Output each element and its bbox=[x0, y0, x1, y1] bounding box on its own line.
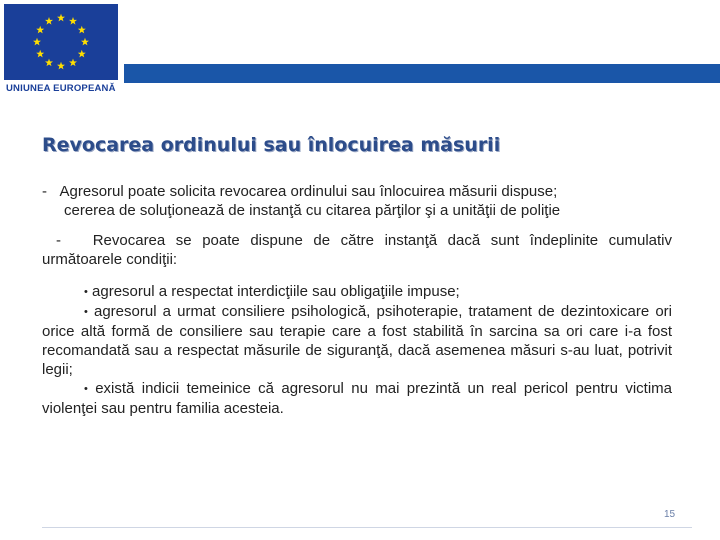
star-icon bbox=[36, 26, 44, 34]
paragraph-request-text-1: Agresorul poate solicita revocarea ordinului sau înlocuirea măsurii dispuse; bbox=[59, 183, 558, 200]
dash-marker: - bbox=[42, 183, 47, 200]
star-icon bbox=[81, 38, 89, 46]
list-item-text: agresorul a urmat consiliere psihologică, psihoterapie, tratament de dezintoxicare ori orice altă formă de consiliere sau terapie care a fost stabilită în sarcina sa ori care i-a fost recomandată sau a respectat măsurile de siguranţă, dacă asemenea măsuri s-au luat, potrivit legii; bbox=[42, 303, 673, 378]
footer-divider bbox=[42, 527, 692, 528]
star-icon bbox=[78, 26, 86, 34]
dash-marker: - bbox=[56, 232, 61, 249]
star-icon bbox=[57, 62, 65, 70]
paragraph-request-line-1 bbox=[42, 182, 677, 201]
star-icon bbox=[78, 50, 86, 58]
star-icon bbox=[57, 14, 65, 22]
star-icon bbox=[36, 50, 44, 58]
paragraph-conditions-text: Revocarea se poate dispune de către instanţă dacă sunt îndeplinite cumulativ următoarele condiţii: bbox=[42, 232, 672, 268]
star-icon bbox=[33, 38, 41, 46]
star-icon bbox=[45, 17, 53, 25]
list-item-text: agresorul a respectat interdicţiile sau obligaţiile impuse; bbox=[92, 283, 460, 300]
page-number: 15 bbox=[664, 509, 676, 520]
list-item bbox=[42, 379, 672, 418]
eu-flag-icon bbox=[4, 4, 118, 80]
header-bar bbox=[124, 64, 720, 83]
slide-title: Revocarea ordinului sau înlocuirea măsurii bbox=[42, 134, 501, 156]
list-item-text: există indicii temeinice că agresorul nu mai prezintă un real pericol pentru victima violenţei sau pentru familia acesteia. bbox=[42, 380, 672, 417]
eu-label: UNIUNEA EUROPEANĂ bbox=[6, 83, 116, 94]
conditions-list bbox=[42, 282, 672, 418]
paragraph-conditions bbox=[42, 231, 672, 269]
paragraph-request bbox=[42, 182, 677, 220]
bullet-icon: • bbox=[84, 383, 88, 395]
bullet-icon: • bbox=[84, 306, 88, 318]
list-item bbox=[42, 302, 672, 379]
star-icon bbox=[45, 59, 53, 67]
star-icon bbox=[69, 59, 77, 67]
bullet-icon: • bbox=[84, 286, 88, 298]
list-item bbox=[42, 282, 672, 302]
paragraph-request-text-2: cererea de soluţionează de instanţă cu citarea părţilor şi a unităţii de poliţie bbox=[64, 202, 561, 219]
star-icon bbox=[69, 17, 77, 25]
